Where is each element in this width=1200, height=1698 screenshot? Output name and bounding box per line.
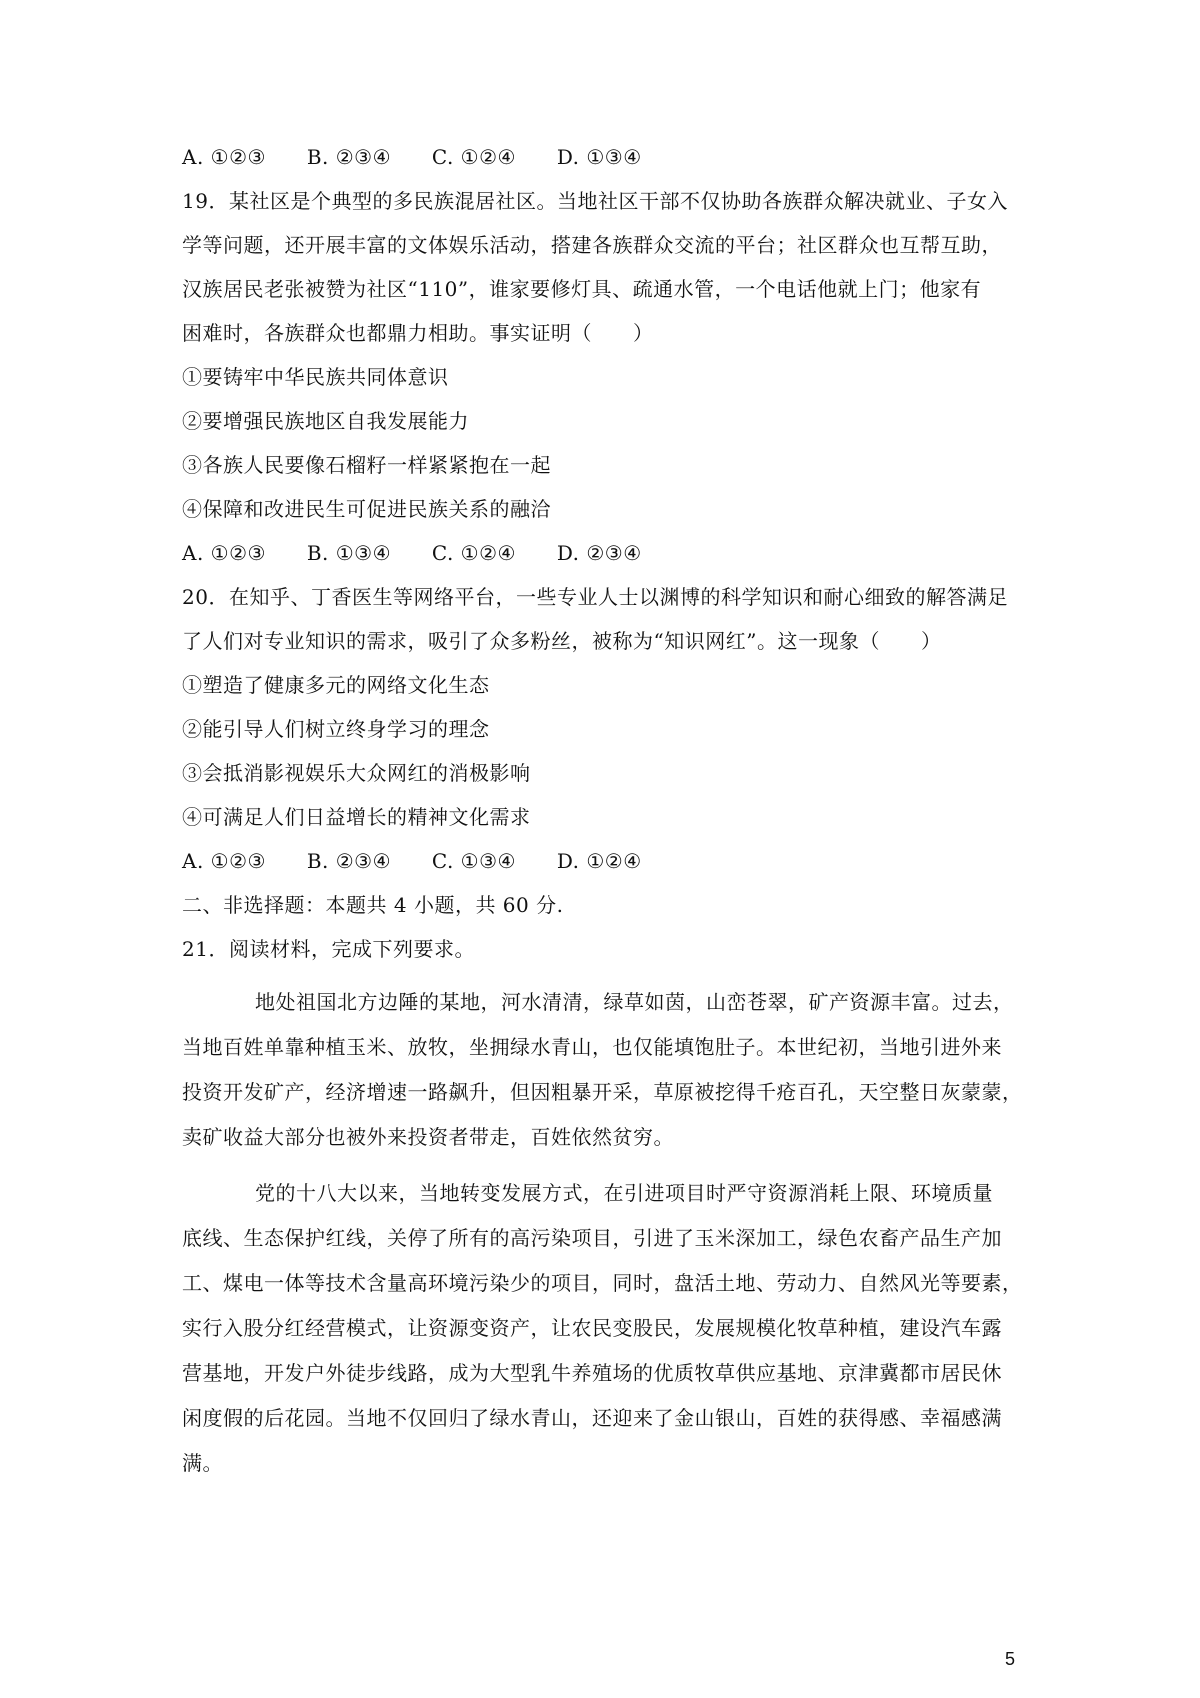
q18-option-a: A. ①②③ bbox=[182, 145, 266, 169]
q19-option-d: D. ②③④ bbox=[556, 541, 642, 565]
q20-statement-2: ②能引导人们树立终身学习的理念 bbox=[182, 717, 490, 741]
q19-statement-1: ①要铸牢中华民族共同体意识 bbox=[182, 365, 449, 389]
section-heading: 二、非选择题：本题共 4 小题，共 60 分. bbox=[182, 893, 564, 917]
q20-option-b: B. ②③④ bbox=[306, 849, 392, 873]
q21-para1-line-1: 地处祖国北方边陲的某地，河水清清，绿草如茵，山峦苍翠，矿产资源丰富。过去， bbox=[255, 990, 1014, 1014]
q20-text-line-2: 了人们对专业知识的需求，吸引了众多粉丝，被称为“知识网红”。这一现象（ ） bbox=[182, 629, 942, 653]
q21-para1-line-4: 卖矿收益大部分也被外来投资者带走，百姓依然贫穷。 bbox=[182, 1125, 674, 1149]
q19-option-c: C. ①②④ bbox=[431, 541, 516, 565]
q21-para2-line-3: 工、煤电一体等技术含量高环境污染少的项目，同时，盘活土地、劳动力、自然风光等要素， bbox=[182, 1271, 1023, 1295]
page-number: 5 bbox=[1005, 1649, 1016, 1669]
q20-statement-4: ④可满足人们日益增长的精神文化需求 bbox=[182, 805, 531, 829]
q18-option-b: B. ②③④ bbox=[306, 145, 392, 169]
q20-option-c: C. ①③④ bbox=[431, 849, 516, 873]
q19-text-line-4: 困难时，各族群众也都鼎力相助。事实证明（ ） bbox=[182, 321, 654, 345]
q20-statement-1: ①塑造了健康多元的网络文化生态 bbox=[182, 673, 490, 697]
q19-option-a: A. ①②③ bbox=[182, 541, 266, 565]
q19-statement-4: ④保障和改进民生可促进民族关系的融洽 bbox=[182, 497, 551, 521]
q18-option-c: C. ①②④ bbox=[431, 145, 516, 169]
q20-option-d: D. ①②④ bbox=[556, 849, 642, 873]
q19-option-b: B. ①③④ bbox=[306, 541, 392, 565]
q19-options bbox=[182, 538, 1042, 568]
q21-para2-line-2: 底线、生态保护红线，关停了所有的高污染项目，引进了玉米深加工，绿色农畜产品生产加 bbox=[182, 1226, 1002, 1250]
q20-text-line-1: 20．在知乎、丁香医生等网络平台，一些专业人士以渊博的科学知识和耐心细致的解答满足 bbox=[182, 585, 1008, 609]
q21-prompt: 21．阅读材料，完成下列要求。 bbox=[182, 937, 475, 961]
q19-text-line-2: 学等问题，还开展丰富的文体娱乐活动，搭建各族群众交流的平台；社区群众也互帮互助， bbox=[182, 233, 1002, 257]
q18-option-d: D. ①③④ bbox=[556, 145, 642, 169]
q20-options bbox=[182, 846, 1042, 876]
q21-para2-line-4: 实行入股分红经营模式，让资源变资产，让农民变股民，发展规模化牧草种植，建设汽车露 bbox=[182, 1316, 1002, 1340]
q21-para2-line-1: 党的十八大以来，当地转变发展方式，在引进项目时严守资源消耗上限、环境质量 bbox=[255, 1181, 993, 1205]
q19-statement-3: ③各族人民要像石榴籽一样紧紧抱在一起 bbox=[182, 453, 551, 477]
q21-para1-line-2: 当地百姓单靠种植玉米、放牧，坐拥绿水青山，也仅能填饱肚子。本世纪初，当地引进外来 bbox=[182, 1035, 1002, 1059]
q19-text-line-3: 汉族居民老张被赞为社区“110”，谁家要修灯具、疏通水管，一个电话他就上门；他家有 bbox=[182, 277, 982, 301]
q20-statement-3: ③会抵消影视娱乐大众网红的消极影响 bbox=[182, 761, 531, 785]
q19-text-line-1: 19．某社区是个典型的多民族混居社区。当地社区干部不仅协助各族群众解决就业、子女入 bbox=[182, 189, 1008, 213]
q21-para1-line-3: 投资开发矿产，经济增速一路飙升，但因粗暴开采，草原被挖得千疮百孔，天空整日灰蒙蒙， bbox=[182, 1080, 1023, 1104]
q20-option-a: A. ①②③ bbox=[182, 849, 266, 873]
q18-options bbox=[182, 142, 1042, 172]
q21-para2-line-5: 营基地，开发户外徒步线路，成为大型乳牛养殖场的优质牧草供应基地、京津冀都市居民休 bbox=[182, 1361, 1002, 1385]
q19-statement-2: ②要增强民族地区自我发展能力 bbox=[182, 409, 469, 433]
q21-para2-line-7: 满。 bbox=[182, 1451, 223, 1475]
q21-para2-line-6: 闲度假的后花园。当地不仅回归了绿水青山，还迎来了金山银山，百姓的获得感、幸福感满 bbox=[182, 1406, 1002, 1430]
